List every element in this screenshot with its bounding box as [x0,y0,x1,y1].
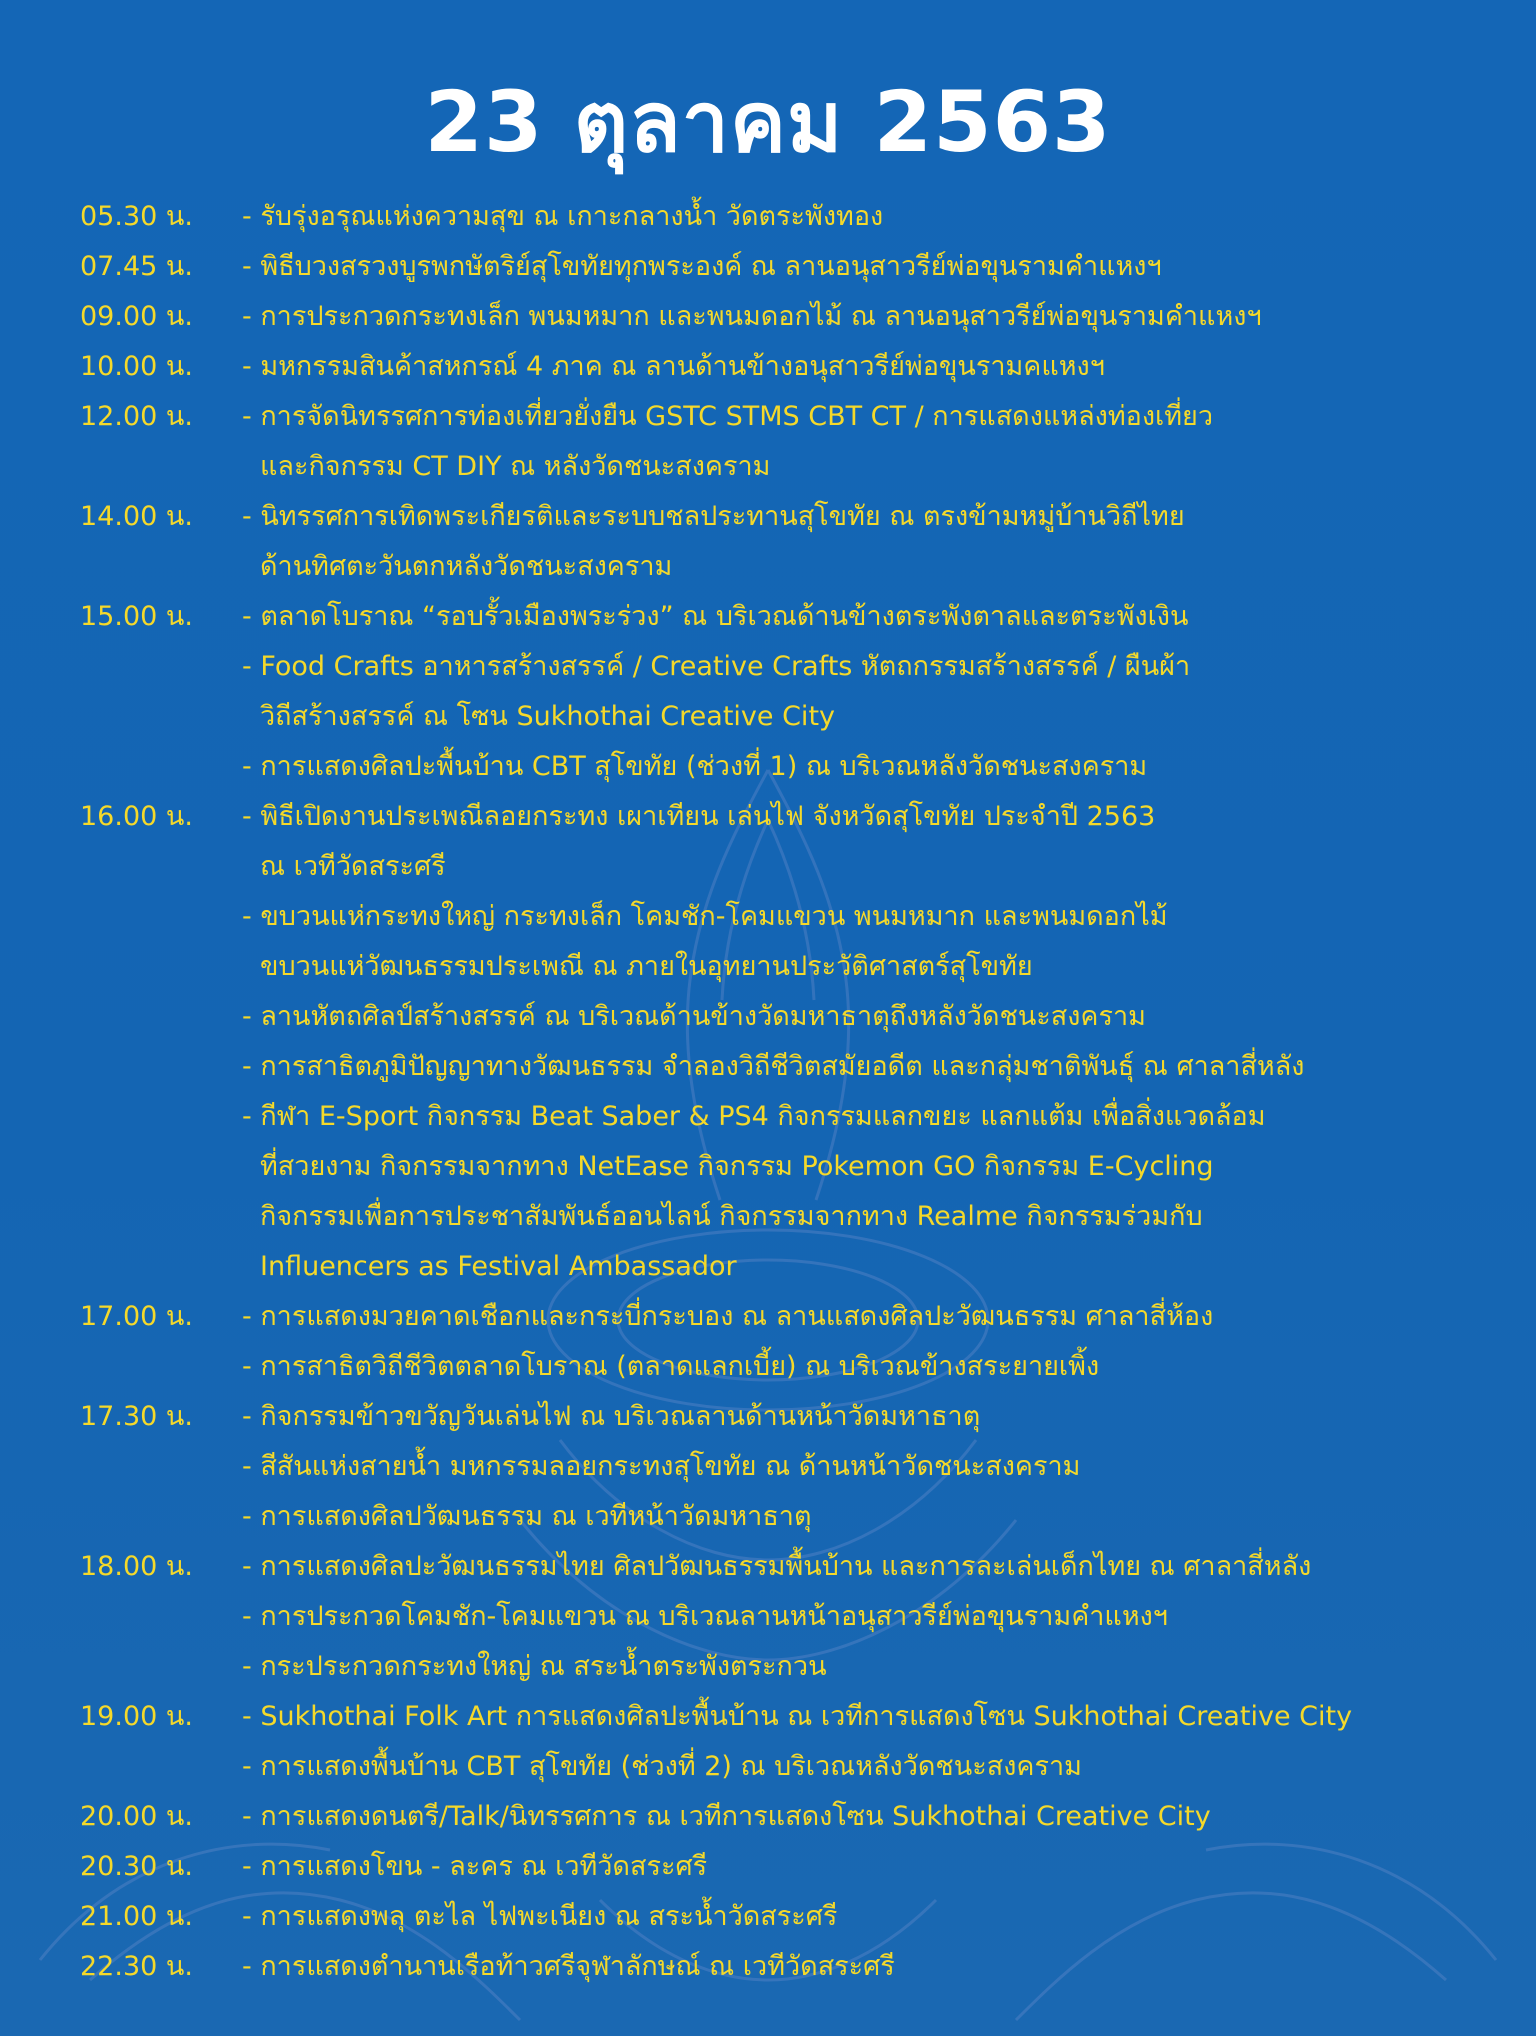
schedule-row [0,1692,1536,1742]
schedule-row [0,1592,1536,1642]
schedule-time: 12.00 น. [80,401,193,432]
schedule-text: - การประกวดโคมชัก-โคมแขวน ณ บริเวณลานหน้าอนุสาวรีย์พ่อขุนรามคำแหงฯ [242,1601,1168,1632]
schedule-text: ขบวนแห่วัฒนธรรมประเพณี ณ ภายในอุทยานประวัติศาสตร์สุโขทัย [260,951,1033,982]
schedule-row [0,192,1536,242]
schedule-text: และกิจกรรม CT DIY ณ หลังวัดชนะสงคราม [260,451,771,482]
schedule-time: 15.00 น. [80,601,193,632]
schedule-row [0,1342,1536,1392]
schedule-time: 07.45 น. [80,251,193,282]
schedule-text: - การแสดงพื้นบ้าน CBT สุโขทัย (ช่วงที่ 2) ณ บริเวณหลังวัดชนะสงคราม [242,1751,1082,1782]
schedule-row [0,1742,1536,1792]
schedule-text: - การแสดงมวยคาดเชือกและกระบี่กระบอง ณ ลานแสดงศิลปะวัฒนธรรม ศาลาสี่ห้อง [242,1301,1214,1332]
schedule-row [0,1492,1536,1542]
schedule-text: - Food Crafts อาหารสร้างสรรค์ / Creative Crafts หัตถกรรมสร้างสรรค์ / ผืนผ้า [242,651,1191,682]
schedule-text: - การประกวดกระทงเล็ก พนมหมาก และพนมดอกไม้ ณ ลานอนุสาวรีย์พ่อขุนรามคำแหงฯ [242,301,1262,332]
schedule-row [0,492,1536,542]
page-title: 23 ตุลาคม 2563 [424,73,1112,171]
schedule-text: - Sukhothai Folk Art การแสดงศิลปะพื้นบ้าน ณ เวทีการแสดงโซน Sukhothai Creative City [242,1701,1353,1732]
schedule-time: 09.00 น. [80,301,193,332]
schedule-text: - พิธีบวงสรวงบูรพกษัตริย์สุโขทัยทุกพระองค์ ณ ลานอนุสาวรีย์พ่อขุนรามคำแหงฯ [242,251,1162,282]
schedule-time: 17.00 น. [80,1301,193,1332]
schedule-text: วิถีสร้างสรรค์ ณ โซน Sukhothai Creative City [260,701,836,732]
schedule-text: - กิจกรรมข้าวขวัญวันเล่นไฟ ณ บริเวณลานด้านหน้าวัดมหาธาตุ [242,1401,981,1432]
schedule-row [0,892,1536,942]
schedule-text: - การจัดนิทรรศการท่องเที่ยวยั่งยืน GSTC STMS CBT CT / การแสดงแหล่งท่องเที่ยว [242,401,1214,432]
schedule-row [0,1042,1536,1092]
schedule-row [0,1292,1536,1342]
schedule-text: Influencers as Festival Ambassador [260,1251,737,1282]
schedule-text: - การสาธิตวิถีชีวิตตลาดโบราณ (ตลาดแลกเบี้ย) ณ บริเวณข้างสระยายเพิ้ง [242,1351,1100,1382]
schedule-row [0,842,1536,892]
schedule-time: 18.00 น. [80,1551,193,1582]
schedule-time: 17.30 น. [80,1401,193,1432]
schedule-text: - การแสดงตำนานเรือท้าวศรีจุฬาลักษณ์ ณ เวทีวัดสระศรี [242,1951,895,1982]
schedule-text: - การแสดงศิลปวัฒนธรรม ณ เวทีหน้าวัดมหาธาตุ [242,1501,812,1532]
schedule-text: - การแสดงพลุ ตะไล ไฟพะเนียง ณ สระน้ำวัดสระศรี [242,1901,838,1932]
schedule-text: - กระประกวดกระทงใหญ่ ณ สระน้ำตระพังตระกวน [242,1651,827,1682]
schedule-text: - การแสดงโขน - ละคร ณ เวทีวัดสระศรี [242,1851,708,1882]
schedule-time: 16.00 น. [80,801,193,832]
schedule-row [0,292,1536,342]
schedule-row [0,1092,1536,1142]
schedule-row [0,442,1536,492]
schedule-text: ด้านทิศตะวันตกหลังวัดชนะสงคราม [260,551,673,582]
schedule-time: 20.00 น. [80,1801,193,1832]
schedule-time: 05.30 น. [80,201,193,232]
schedule-row [0,392,1536,442]
schedule-row [0,542,1536,592]
schedule-row [0,1842,1536,1892]
schedule-row [0,342,1536,392]
schedule-row [0,1392,1536,1442]
schedule-text: ที่สวยงาม กิจกรรมจากทาง NetEase กิจกรรม Pokemon GO กิจกรรม E-Cycling [260,1151,1214,1182]
schedule-row [0,1792,1536,1842]
schedule-row [0,942,1536,992]
schedule-text: - การแสดงดนตรี/Talk/นิทรรศการ ณ เวทีการแสดงโซน Sukhothai Creative City [242,1801,1211,1832]
schedule-text: - นิทรรศการเทิดพระเกียรติและระบบชลประทานสุโขทัย ณ ตรงข้ามหมู่บ้านวิถีไทย [242,501,1185,532]
schedule-text: - การสาธิตภูมิปัญญาทางวัฒนธรรม จำลองวิถีชีวิตสมัยอดีต และกลุ่มชาติพันธุ์ ณ ศาลาสี่หลัง [242,1051,1305,1082]
schedule-text: - การแสดงศิลปะวัฒนธรรมไทย ศิลปวัฒนธรรมพื้นบ้าน และการละเล่นเด็กไทย ณ ศาลาสี่หลัง [242,1551,1312,1582]
schedule-text: ณ เวทีวัดสระศรี [260,851,446,882]
schedule-row [0,1542,1536,1592]
schedule-row [0,792,1536,842]
schedule-row [0,1942,1536,1992]
schedule-list [0,192,1536,1992]
schedule-time: 20.30 น. [80,1851,193,1882]
schedule-row [0,1142,1536,1192]
schedule-time: 14.00 น. [80,501,193,532]
schedule-row [0,1442,1536,1492]
schedule-text: - ขบวนแห่กระทงใหญ่ กระทงเล็ก โคมชัก-โคมแขวน พนมหมาก และพนมดอกไม้ [242,901,1168,932]
schedule-row [0,1642,1536,1692]
schedule-row [0,742,1536,792]
schedule-time: 10.00 น. [80,351,193,382]
schedule-time: 22.30 น. [80,1951,193,1982]
schedule-row [0,992,1536,1042]
schedule-text: - รับรุ่งอรุณแห่งความสุข ณ เกาะกลางน้ำ วัดตระพังทอง [242,201,884,232]
schedule-text: - ตลาดโบราณ “รอบรั้วเมืองพระร่วง” ณ บริเวณด้านข้างตระพังตาลและตระพังเงิน [242,601,1189,632]
schedule-text: กิจกรรมเพื่อการประชาสัมพันธ์ออนไลน์ กิจกรรมจากทาง Realme กิจกรรมร่วมกับ [260,1201,1203,1232]
schedule-row [0,242,1536,292]
schedule-row [0,1892,1536,1942]
schedule-text: - สีสันแห่งสายน้ำ มหกรรมลอยกระทงสุโขทัย ณ ด้านหน้าวัดชนะสงคราม [242,1451,1081,1482]
schedule-row [0,1242,1536,1292]
schedule-text: - การแสดงศิลปะพื้นบ้าน CBT สุโขทัย (ช่วงที่ 1) ณ บริเวณหลังวัดชนะสงคราม [242,751,1148,782]
schedule-row [0,642,1536,692]
schedule-row [0,692,1536,742]
schedule-text: - ลานหัตถศิลป์สร้างสรรค์ ณ บริเวณด้านข้างวัดมหาธาตุถึงหลังวัดชนะสงคราม [242,1001,1146,1032]
schedule-text: - มหกรรมสินค้าสหกรณ์ 4 ภาค ณ ลานด้านข้างอนุสาวรีย์พ่อขุนรามคแหงฯ [242,351,1105,382]
schedule-text: - กีฬา E-Sport กิจกรรม Beat Saber & PS4 กิจกรรมแลกขยะ แลกแต้ม เพื่อสิ่งแวดล้อม [242,1101,1266,1132]
schedule-row [0,592,1536,642]
schedule-time: 21.00 น. [80,1901,193,1932]
schedule-time: 19.00 น. [80,1701,193,1732]
schedule-row [0,1192,1536,1242]
schedule-text: - พิธีเปิดงานประเพณีลอยกระทง เผาเทียน เล่นไฟ จังหวัดสุโขทัย ประจำปี 2563 [242,801,1156,832]
